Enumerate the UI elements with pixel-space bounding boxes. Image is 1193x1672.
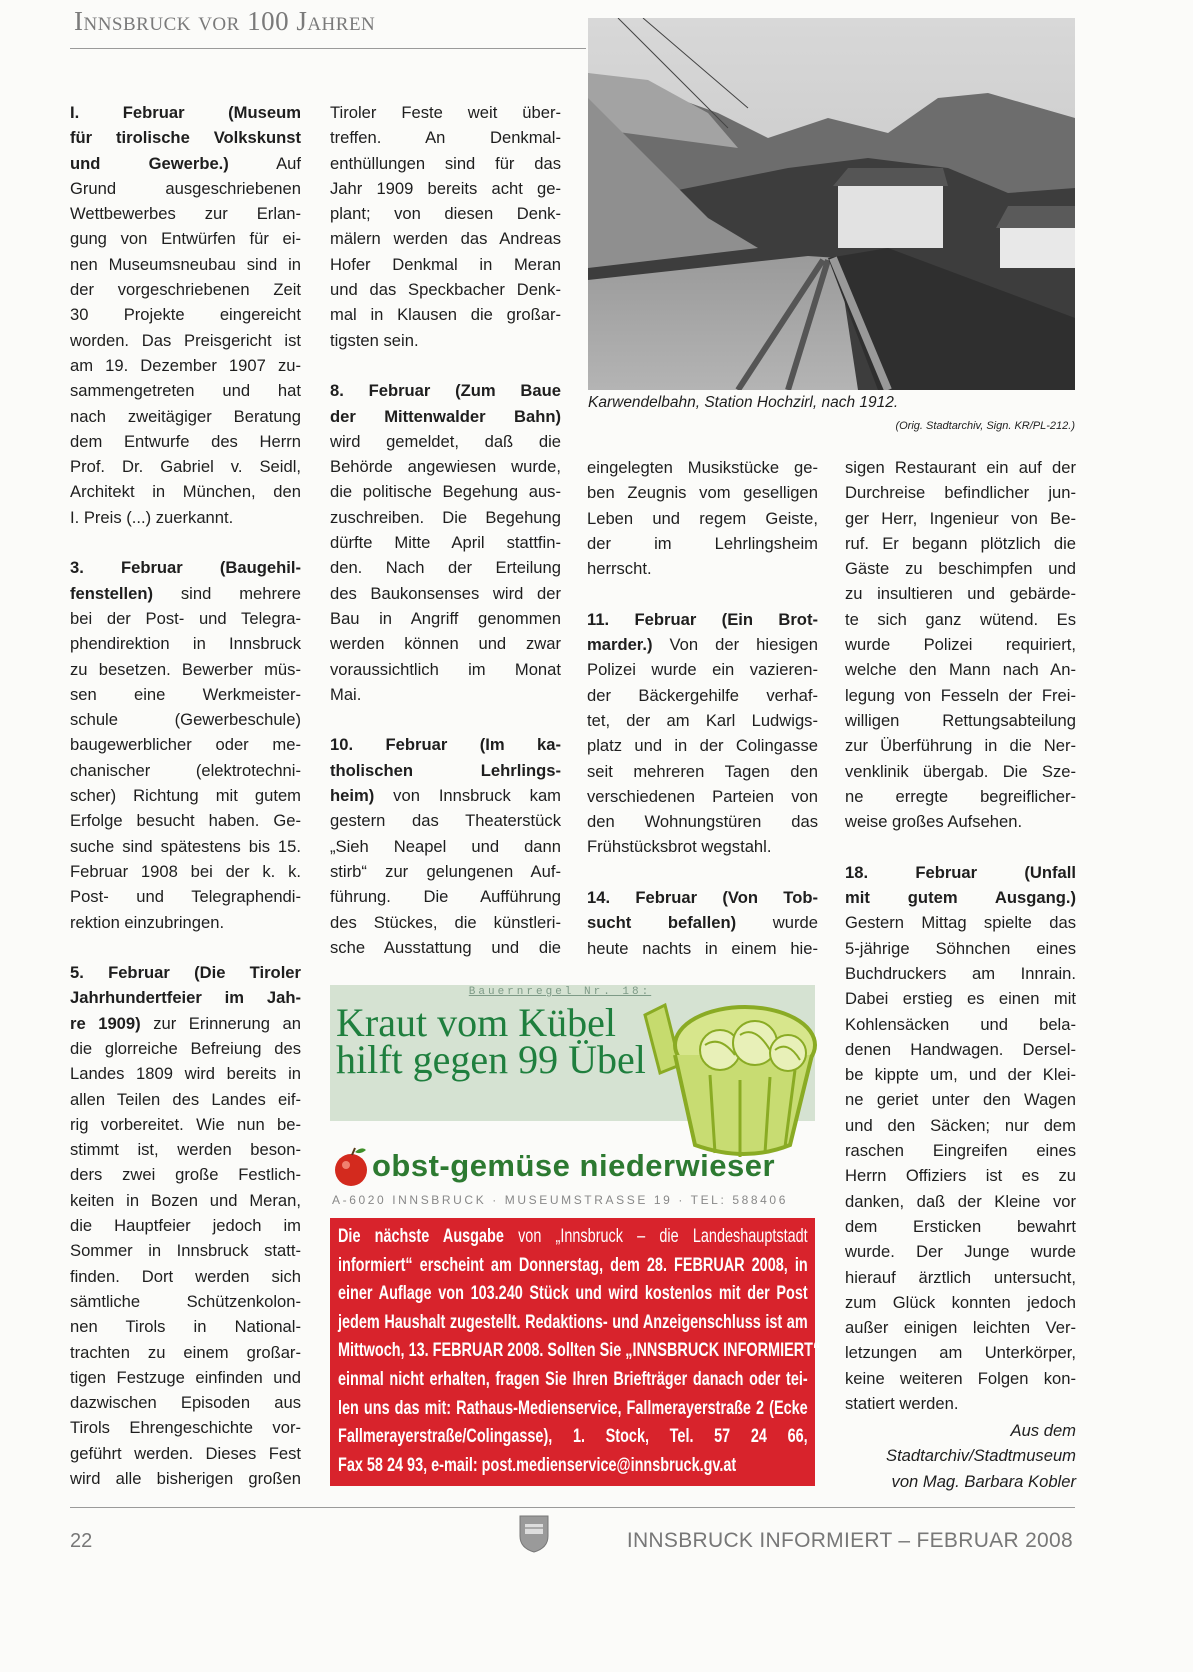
entry-heading: 14. Februar (Von Tob- (587, 888, 818, 908)
text-line: denen Handwagen. Dersel- (845, 1039, 1076, 1059)
text-line: Prof. Dr. Gabriel v. Seidl, (70, 457, 301, 477)
text-line: Februar 1908 bei der k. k. (70, 861, 301, 881)
notice-line: jedem Haushalt zugestellt. Redaktions- und Anzeigenschluss ist am (338, 1311, 808, 1333)
text-line: Durchreise befindlicher jun- (845, 483, 1076, 503)
text-line (70, 151, 301, 176)
notice-line: Fax 58 24 93, e-mail: post.medienservice@innsbruck.gv.at (338, 1454, 737, 1476)
entry-text: Auf (228, 153, 301, 173)
text-line: Architekt in München, den (70, 482, 301, 502)
text-line: zuschreiben. Die Begehung (330, 507, 561, 527)
text-line (587, 885, 818, 910)
ad-brand-name: obst-gemüse niederwieser (372, 1148, 776, 1183)
entry-heading: I. Februar (Museum (70, 103, 301, 122)
entry-text: Von der hiesigen (652, 635, 818, 655)
text-line: rig vorbereitet. Wie nun be- (70, 1114, 301, 1134)
entry-heading: marder.) (587, 635, 653, 655)
entry-heading: sucht befallen) (587, 913, 737, 933)
text-line: worden. Das Preisgericht ist (70, 330, 301, 350)
text-line: geführt werden. Dieses Fest (70, 1443, 301, 1463)
text-line: zum Glück konnten jedoch (845, 1292, 1076, 1312)
text-line (587, 632, 818, 657)
text-line: zur Überführung in die Ner- (845, 736, 1076, 756)
text-line (330, 758, 561, 783)
text-line: phendirektion in Innsbruck (70, 634, 301, 654)
text-line: Tiroler Feste weit über- (330, 103, 561, 122)
text-line: Erfolge besucht haben. Ge- (70, 811, 301, 831)
text-line: den Wohnungstüren das (587, 812, 818, 832)
article-column-4 (845, 455, 1076, 1416)
innsbruck-crest-icon (518, 1514, 550, 1554)
text-line (330, 732, 561, 757)
text-line: sigen Restaurant ein auf der (845, 458, 1076, 477)
text-line: und das Speckbacher Denk- (330, 280, 561, 300)
text-line: Wettbewerbes zur Erlan- (70, 204, 301, 224)
text-line: suche sind spätestens bis 15. (70, 836, 301, 856)
text-line: nach zweitägiger Beratung (70, 406, 301, 426)
text-line: rektion einzubringen. (70, 912, 225, 932)
text-line: ne erregte begreiflicher- (845, 786, 1076, 806)
text-line: finden. Dort werden sich (70, 1266, 301, 1286)
article-column-1 (70, 100, 301, 1491)
text-line: sämtliche Schützenkolon- (70, 1291, 301, 1311)
text-line: 5-jährige Söhnchen eines (845, 938, 1076, 958)
entry-heading: 11. Februar (Ein Brot- (587, 609, 818, 629)
text-line: Post- und Telegraphendi- (70, 887, 301, 907)
text-line: zu insultieren und gebärde- (845, 584, 1076, 604)
entry-heading: 8. Februar (Zum Baue (330, 381, 561, 401)
notice-line: einer Auflage von 103.240 Stück und wird kostenlos mit der Post (338, 1283, 808, 1305)
text-line: Landes 1809 wird bereits in (70, 1064, 301, 1084)
entry-text: sind mehrere (153, 583, 301, 603)
text-line: führung. Die Aufführung (330, 887, 561, 907)
text-line: am 19. Dezember 1907 zu- (70, 355, 301, 375)
text-line: und den Säcken; nur dem (845, 1115, 1076, 1135)
paragraph-gap (330, 707, 561, 732)
text-line: treffen. An Denkmal- (330, 128, 561, 148)
text-line: dem Entwurfe des Herrn (70, 431, 301, 451)
text-line: werden können und zwar (330, 634, 561, 654)
text-line: voraussichtlich im Monat (330, 659, 561, 679)
text-line: gung von Entwürfen für ei- (70, 229, 301, 249)
text-line: statiert werden. (845, 1393, 959, 1413)
notice-line: Mittwoch, 13. FEBRUAR 2008. Sollten Sie „INNSBRUCK INFORMIERT“ (338, 1340, 821, 1362)
text-line: Dabei erstieg es einen mit (845, 989, 1076, 1009)
cabbage-barrel-icon (640, 995, 818, 1160)
text-line: ben Zeugnis vom geselligen (587, 483, 818, 503)
text-line: te sich ganz wütend. Es (845, 609, 1076, 629)
text-line: hierauf ärztlich untersucht, (845, 1267, 1076, 1287)
entry-heading: 18. Februar (Unfall (845, 862, 1076, 882)
text-line: mal in Klausen die großar- (330, 305, 561, 325)
text-line: venklinik übergab. Die Sze- (845, 761, 1076, 781)
text-line: raschen Eingreifen eines (845, 1141, 1076, 1161)
entry-heading: mit gutem Ausgang.) (845, 888, 1076, 908)
entry-heading: der Mittenwalder Bahn) (330, 406, 561, 426)
text-line: Buchdruckers am Innrain. (845, 963, 1076, 983)
text-line (70, 985, 301, 1010)
text-line: die Hauptfeier jedoch im (70, 1216, 301, 1236)
text-line: stirb“ zur gelungenen Auf- (330, 861, 561, 881)
text-line: außer einigen leichten Ver- (845, 1318, 1076, 1338)
text-line: Grund ausgeschriebenen (70, 178, 301, 198)
entry-heading: 10. Februar (Im ka- (330, 735, 561, 755)
publication-footer: INNSBRUCK INFORMIERT – FEBRUAR 2008 (626, 1529, 1073, 1552)
text-line: platz und in der Colingasse (587, 736, 818, 756)
text-line (330, 378, 561, 403)
entry-heading: fenstellen) (70, 583, 153, 603)
apple-icon (332, 1146, 372, 1188)
text-line: dazwischen Episoden aus (70, 1393, 301, 1413)
text-line: der im Lehrlingsheim (587, 533, 818, 553)
text-line: wird alle bisherigen großen (70, 1469, 301, 1489)
text-line: allen Teilen des Landes eif- (70, 1089, 301, 1109)
text-line: bei der Post- und Telegra- (70, 608, 301, 628)
entry-heading: Jahrhundertfeier im Jah- (70, 988, 301, 1008)
text-line: keiten in Bozen und Meran, (70, 1190, 301, 1210)
text-line: nen Tirols in National- (70, 1317, 301, 1337)
entry-heading: und Gewerbe.) (70, 153, 229, 173)
text-line: Kohlensäcken und bela- (845, 1014, 1076, 1034)
next-issue-notice (330, 1218, 821, 1486)
text-line: sche Ausstattung und die (330, 937, 561, 957)
text-line: willigen Rettungsabteilung (845, 710, 1076, 730)
text-line: die politische Begehung aus- (330, 482, 561, 502)
text-line: ruf. Er begann plötzlich die (845, 533, 1076, 553)
entry-text: von Innsbruck kam (374, 786, 561, 806)
paragraph-gap (330, 353, 561, 378)
text-line: der vorgeschriebenen Zeit (70, 280, 301, 300)
text-line (70, 125, 301, 150)
text-line: ders zwei große Festlich- (70, 1165, 301, 1185)
text-line: Gäste zu beschimpfen und (845, 559, 1076, 579)
ad-address: A-6020 INNSBRUCK · MUSEUMSTRASSE 19 · TEL: 588406 (332, 1193, 788, 1207)
text-line: ger Herr, Ingenieur von Be- (845, 508, 1076, 528)
notice-line: Fallmerayerstraße/Colingasse), 1. Stock, Tel. 57 24 66, (338, 1426, 808, 1448)
text-line (70, 100, 301, 125)
text-line: des Baukonsenses wird der (330, 583, 561, 603)
text-line: keine weiteren Folgen kon- (845, 1368, 1076, 1388)
text-line: Mai. (330, 684, 362, 704)
text-line: der Bäckergehilfe verhaf- (587, 685, 818, 705)
notice-line: len uns das mit: Rathaus-Medienservice, Fallmerayerstraße 2 (Ecke (338, 1397, 808, 1419)
text-line: gestern das Theaterstück (330, 811, 561, 831)
author-signature (845, 1418, 1076, 1494)
text-line: plant; von diesen Denk- (330, 204, 561, 224)
text-line (587, 910, 818, 935)
text-line: schule (Gewerbeschule) (70, 710, 301, 730)
text-line: wurde. Der Junge wurde (845, 1242, 1076, 1262)
text-line (845, 860, 1076, 885)
text-line: dem Ersticken bewahrt (845, 1216, 1076, 1236)
text-line: die glorreiche Befreiung des (70, 1038, 301, 1058)
notice-text: von „Innsbruck – die Landeshauptstadt (503, 1226, 808, 1247)
text-line: tigsten sein. (330, 330, 419, 350)
text-line: verschiedenen Parteien von (587, 786, 818, 806)
entry-text: zur Erinnerung an (140, 1013, 301, 1033)
text-line: dürfte Mitte April stattfin- (330, 533, 561, 553)
text-line: heute nachts in einem hie- (587, 938, 818, 958)
signature-line: Stadtarchiv/Stadtmuseum (886, 1446, 1076, 1466)
text-line: Jahr 1909 bereits acht ge- (330, 178, 561, 198)
section-title: Innsbruck vor 100 Jahren (74, 6, 376, 36)
ad-headline-line: Kraut vom Kübel (336, 1000, 616, 1045)
notice-line: informiert“ erscheint am Donnerstag, dem 28. FEBRUAR 2008, in (338, 1254, 808, 1276)
text-line: wird gemeldet, daß die (330, 431, 561, 451)
text-line (587, 607, 818, 632)
text-line: des Stückes, die künstleri- (330, 912, 561, 932)
text-line: wurde Polizei requiriert, (845, 635, 1076, 655)
text-line: Polizei wurde ein vazieren- (587, 660, 818, 680)
paragraph-gap (70, 530, 301, 555)
text-line: tet, der am Karl Ludwigs- (587, 710, 818, 730)
text-line: Tirols Ehrengeschichte vor- (70, 1418, 301, 1438)
text-line: weise großes Aufsehen. (845, 812, 1023, 832)
entry-heading: heim) (330, 786, 375, 806)
text-line: herrscht. (587, 559, 652, 579)
text-line: zu besetzen. Bewerber müs- (70, 659, 301, 679)
text-line (70, 581, 301, 606)
text-line: Hofer Denkmal in Meran (330, 254, 561, 274)
entry-heading: tholischen Lehrlings- (330, 760, 561, 780)
text-line: sen eine Werkmeister- (70, 684, 301, 704)
text-line: nen Museumsneubau sind in (70, 254, 301, 274)
paragraph-gap (587, 860, 818, 885)
entry-heading: re 1909) (70, 1013, 141, 1033)
footer-rule (70, 1507, 1075, 1508)
text-line: stimmt ist, werden beson- (70, 1140, 301, 1160)
paragraph-gap (587, 581, 818, 606)
entry-text: wurde (736, 913, 818, 933)
entry-heading: 3. Februar (Baugehil- (70, 558, 301, 578)
text-line: den. Nach der Erteilung (330, 558, 561, 578)
signature-line: Aus dem (1010, 1421, 1076, 1440)
text-line: danken, daß der Kleine vor (845, 1191, 1076, 1211)
text-line: welche den Mann nach An- (845, 660, 1076, 680)
entry-heading: 5. Februar (Die Tiroler (70, 963, 301, 983)
text-line: legung von Fesseln der Frei- (845, 685, 1076, 705)
text-line (70, 555, 301, 580)
notice-lead: Die nächste Ausgabe (338, 1226, 504, 1247)
text-line: ne geriet unter den Wagen (845, 1090, 1076, 1110)
signature-line: von Mag. Barbara Kobler (891, 1471, 1076, 1491)
text-line (330, 783, 561, 808)
ad-headline-line: hilft gegen 99 Übel (336, 1037, 646, 1082)
text-line: letzungen am Unterkörper, (845, 1343, 1076, 1363)
text-line: 30 Projekte eingereicht (70, 305, 301, 325)
text-line: be kippte um, und der Klei- (845, 1065, 1076, 1085)
paragraph-gap (845, 834, 1076, 859)
text-line: enthüllungen sind für das (330, 153, 561, 173)
ad-headline (336, 1000, 646, 1082)
text-line (845, 885, 1076, 910)
text-line: mälern werden das Andreas (330, 229, 561, 249)
text-line: Sommer in Innsbruck statt- (70, 1241, 301, 1261)
article-column-3 (587, 455, 818, 961)
text-line: tigen Festzuge einfinden und (70, 1367, 301, 1387)
text-line: Leben und regem Geiste, (587, 508, 818, 528)
text-line: trachten zu einem großar- (70, 1342, 301, 1362)
text-line (70, 960, 301, 985)
text-line (70, 1011, 301, 1036)
text-line: baugewerblicher oder me- (70, 735, 301, 755)
ad-rule-label: Bauernregel Nr. 18: (468, 986, 652, 998)
text-line: Frühstücksbrot wegstahl. (587, 837, 772, 857)
text-line: eingelegten Musikstücke ge- (587, 458, 818, 477)
entry-heading: für tirolische Volkskunst (70, 128, 301, 148)
page-number: 22 (70, 1530, 93, 1552)
photo-caption: Karwendelbahn, Station Hochzirl, nach 1912. (588, 394, 899, 411)
notice-line: einmal nicht erhalten, fragen Sie Ihren Briefträger danach oder tei- (338, 1369, 808, 1390)
text-line: „Sieh Neapel und dann (330, 836, 561, 856)
text-line: sammengetreten und hat (70, 381, 301, 401)
text-line (330, 404, 561, 429)
text-line: Bau in Angriff genommen (330, 608, 561, 628)
photo-credit: (Orig. Stadtarchiv, Sign. KR/PL-212.) (895, 420, 1075, 432)
text-line: chanischer (elektrotechni- (70, 760, 301, 780)
text-line: I. Preis (...) zuerkannt. (70, 507, 234, 527)
paragraph-gap (70, 935, 301, 960)
text-line: scher) Richtung mit gutem (70, 786, 301, 806)
text-line: Herrn Offiziers ist es zu (845, 1166, 1076, 1186)
notice-line (338, 1224, 808, 1251)
article-column-2 (330, 100, 561, 960)
text-line: Gestern Mittag spielte das (845, 913, 1076, 933)
historic-photo-station-hochzirl (588, 18, 1075, 390)
header-rule (70, 48, 586, 49)
text-line: Behörde angewiesen wurde, (330, 457, 561, 477)
text-line: seit mehreren Tagen den (587, 761, 818, 781)
